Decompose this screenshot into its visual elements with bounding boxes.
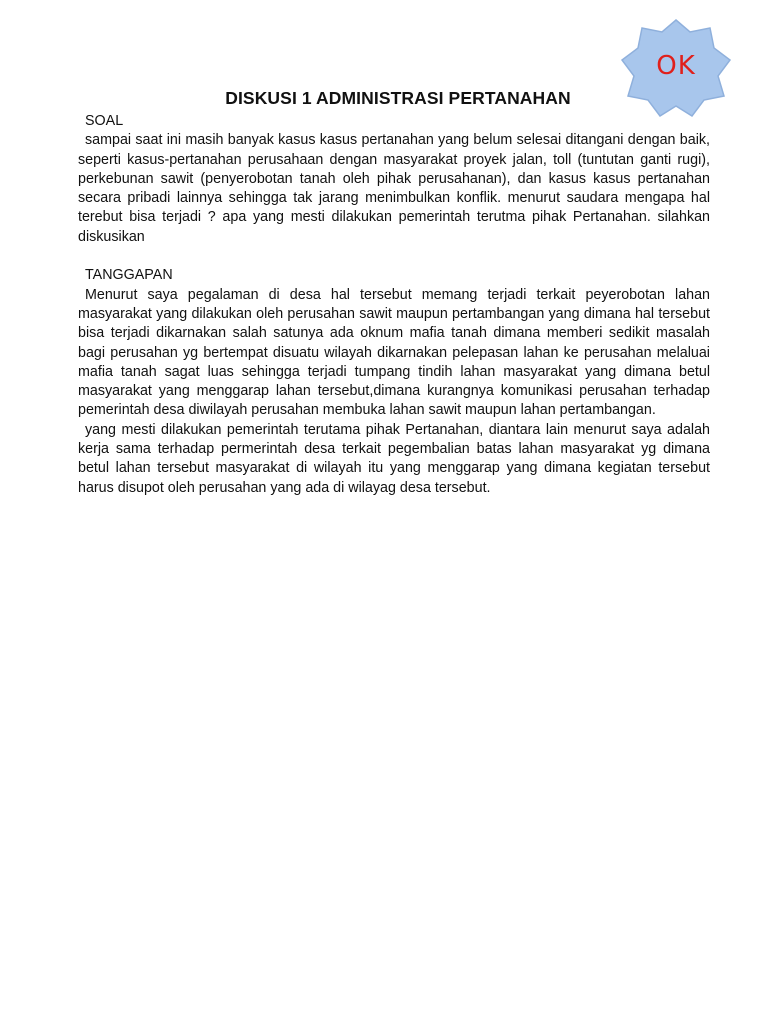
soal-heading: SOAL <box>85 113 124 129</box>
section-spacer <box>78 247 710 266</box>
document-body <box>78 112 710 498</box>
tanggapan-heading: TANGGAPAN <box>85 267 173 284</box>
stamp-label: OK <box>656 51 696 81</box>
tanggapan-paragraph-1: Menurut saya pegalaman di desa hal tersebut memang terjadi terkait peyerobotan lahan masyarakat yang dilakukan oleh perusahan sawit maupun pertambangan yang dimana hal tersebut bisa terjadi dikarnakan salah satunya ada oknum mafia tanah dimana memberi sedikit masalah bagi perusahan yg bertempat disuatu wilayah dikarnakan pelepasan lahan ke perusahan melaluai mafia tanah sagat luas sehingga terjadi tumpang tindih lahan masyarakat yang dimana betul masyarakat yang menggarap lahan tersebut,dimana kurangnya komunikasi perusahan terhadap pemerintah desa diwilayah perusahan membuka lahan sawit maupun lahan pertambangan. <box>78 286 710 419</box>
document-title: DISKUSI 1 ADMINISTRASI PERTANAHAN <box>225 88 571 108</box>
tanggapan-paragraph-2: yang mesti dilakukan pemerintah terutama pihak Pertanahan, diantara lain menurut saya adalah kerja sama terhadap permerintah desa terkait pegembalian batas lahan masyarakat yg dimana betul lahan tersebut masyarakat di wilayah itu yang menggarap yang dimana kegiatan tersebut harus disupot oleh perusahan yang ada di wilayag desa tersebut. <box>78 421 710 496</box>
soal-text: sampai saat ini masih banyak kasus kasus pertanahan yang belum selesai ditangani dengan baik, seperti kasus-pertanahan perusahaan dengan masyarakat proyek jalan, toll (tuntutan ganti rugi), perkebunan sawit (penyerobotan tanah oleh pihak perusahanan), dan kasus kasus pertanahan secara pribadi lainnya sehingga tak jarang menimbulkan konflik. menurut saudara mengapa hal terebut bisa terjadi ? apa yang mesti dilakukan pemerintah terutma pihak Pertanahan. silahkan diskusikan <box>78 132 710 245</box>
